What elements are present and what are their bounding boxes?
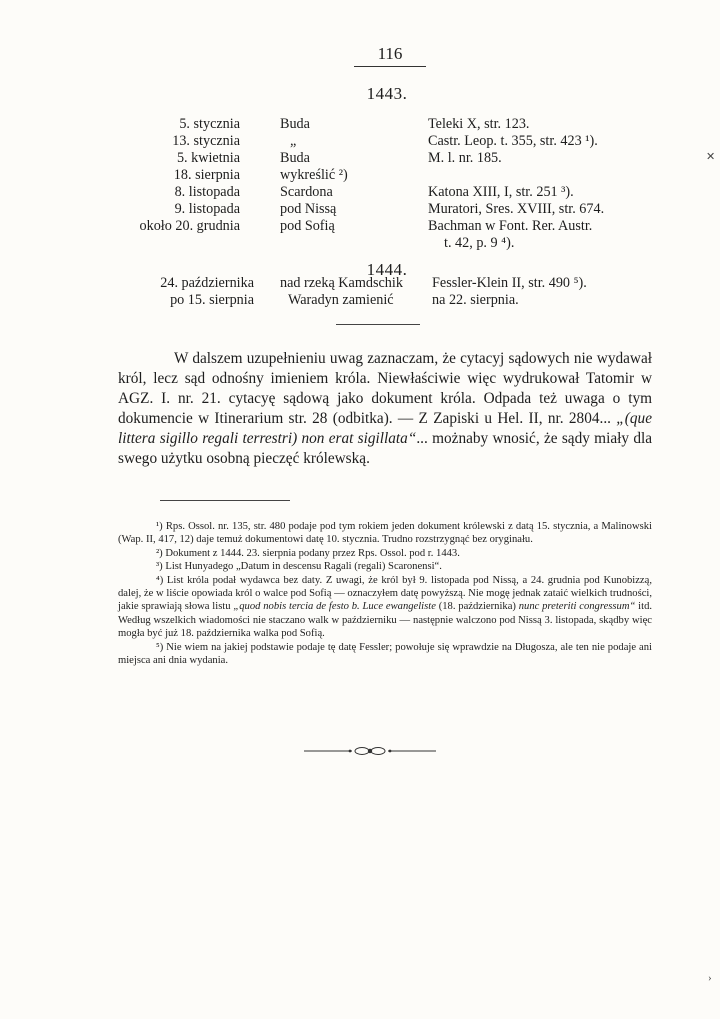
footnote-quote: „quod nobis tercia de festo b. Luce ewangeliste (233, 601, 436, 613)
itinerary-source: Muratori, Sres. XVIII, str. 674. (428, 201, 605, 217)
footnotes (118, 520, 652, 667)
page-number: 116 (377, 44, 403, 63)
itinerary-dates-1444 (112, 275, 254, 309)
itinerary-source: Bachman w Font. Rer. Austr. (428, 218, 593, 234)
itinerary-place: nad rzeką Kamdschik (280, 275, 403, 291)
itinerary-date: 18. sierpnia (173, 167, 240, 183)
itinerary-source: na 22. sierpnia. (432, 292, 519, 308)
itinerary-place: Buda (280, 116, 310, 132)
itinerary-date: 13. stycznia (172, 133, 240, 149)
itinerary-places-1443 (280, 116, 348, 235)
itinerary-place: Scardona (280, 184, 333, 200)
body-paragraph-text (118, 349, 652, 469)
scan-edge-mark: ✕ (706, 151, 716, 163)
itinerary-place: wykreślić ²) (280, 167, 348, 183)
itinerary-place: pod Nissą (280, 201, 337, 217)
itinerary-place: „ (290, 133, 297, 149)
itinerary-date: po 15. sierpnia (170, 292, 254, 308)
itinerary-source: Castr. Leop. t. 355, str. 423 ¹). (428, 133, 598, 149)
footnote-4 (118, 574, 652, 641)
footnote-text: (18. października) (435, 601, 519, 613)
page-number-rule (354, 66, 426, 67)
body-text: W dalszem uzupełnieniu uwag zaznaczam, że cytacyj sądowych nie wydawał król, lecz sąd odnośny imieniem króla. Niewłaściwie więc wydrukował Tatomir w AGZ. I. nr. 21. cytacyę sądową jako dokument króla. Odpada też uwaga o tym dokumencie w Itinerarium str. 28 (odbitka). — Z Zapiski u Hel. II, nr. 2804... (118, 350, 652, 427)
itinerary-source: Fessler-Klein II, str. 490 ⁵). (432, 275, 587, 291)
year-heading-1443: 1443. (366, 84, 408, 103)
itinerary-source: Katona XIII, I, str. 251 ³). (428, 184, 574, 200)
itinerary-date: 8. listopada (174, 184, 240, 200)
itinerary-sources-1443 (428, 116, 604, 252)
itinerary-places-1444 (280, 275, 403, 309)
itinerary-date: 24. października (160, 275, 254, 291)
year-heading-1444: 1444. (366, 260, 408, 279)
body-paragraph (118, 349, 652, 469)
end-ornament-icon (300, 744, 440, 758)
body-quote: „(que littera sigillo regali terrestri) non erat sigillata“ (118, 410, 652, 447)
footnote-divider (160, 500, 290, 501)
footnote-quote: nunc preteriti congressum“ (518, 601, 636, 613)
footnote-text: ⁴) List króla podał wydawca bez daty. Z uwagi, że król był 9. listopada pod Nissą, a 24. grudnia pod Kunobizzą, dalej, że w liście opowiada król o walce pod Sofią — oznaczyłem datę powyższą. Nie mogę jednak zataić wielkich trudności, jakie sprawiają słowa listu (118, 574, 652, 613)
footnote-1: ¹) Rps. Ossol. nr. 135, str. 480 podaje pod tym rokiem jeden dokument królewski z datą 15. stycznia, a Malinowski (Wap. II, 417, 12) daje temuż dokumentowi datę 10. stycznia. Trudno rozstrzygnąć bez oryginału. (118, 521, 652, 546)
itinerary-place: pod Sofią (280, 218, 335, 234)
body-text: ... możnaby wnosić, że sądy miały dla swego użytku osobną pieczęć królewską. (118, 430, 653, 467)
footnote-5: ⁵) Nie wiem na jakiej podstawie podaje tę datę Fessler; powołuje się wprawdzie na Długosza, ale ten nie podaje ani miejsca ani dnia wydania. (118, 641, 652, 667)
itinerary-source: Teleki X, str. 123. (428, 116, 530, 132)
itinerary-source: M. l. nr. 185. (428, 150, 502, 166)
itinerary-date: 5. stycznia (179, 116, 240, 132)
itinerary-dates-1443 (112, 116, 240, 235)
itinerary-sources-1444 (432, 275, 587, 309)
section-divider (336, 324, 420, 325)
scan-edge-mark: › (708, 972, 712, 984)
itinerary-date: około 20. grudnia (139, 218, 240, 234)
footnote-2: ²) Dokument z 1444. 23. sierpnia podany przez Rps. Ossol. pod r. 1443. (156, 547, 460, 559)
itinerary-source (428, 167, 604, 184)
itinerary-place: Buda (280, 150, 310, 166)
itinerary-date: 5. kwietnia (176, 150, 240, 166)
itinerary-date: 9. listopada (174, 201, 240, 217)
footnote-text: itd. Według wszelkich wiadomości nie staczano walk w październiku — następnie walczono pod Nissą 3. listopada, skądby więc mogła być już 18. października walka pod Sofią. (118, 601, 653, 640)
itinerary-source: t. 42, p. 9 ⁴). (444, 235, 515, 251)
itinerary-place: Waradyn zamienić (288, 292, 394, 308)
footnote-3: ³) List Hunyadego „Datum in descensu Ragali (regali) Scaronensi“. (156, 561, 442, 573)
